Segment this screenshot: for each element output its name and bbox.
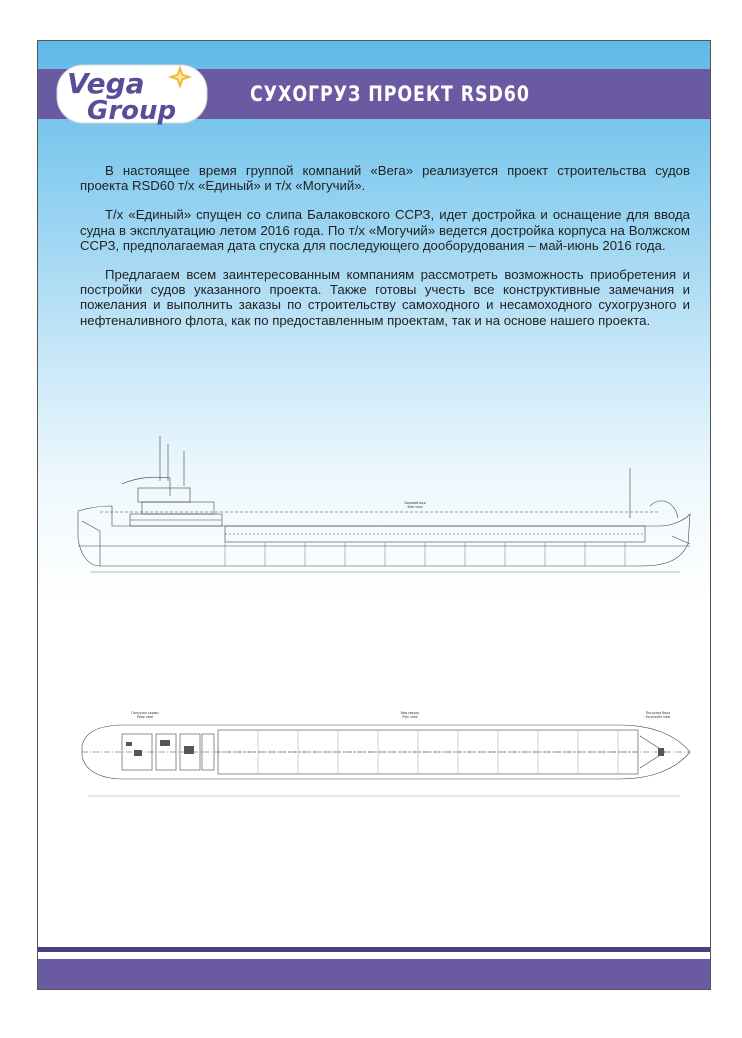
paragraph-3: Предлагаем всем заинтересованным компаниям рассмотреть возможность приобретения и постройки судов указанного проекта. Также готовы учесть все конструктивные замечания и пожелания и выполнить заказы по строительству самоходного и несамоходного сухогрузного и нефтеналивного флота, как по предоставленным проектам, так и на основе нашего проекта. xyxy=(80,267,690,328)
intro-text xyxy=(80,163,690,342)
aft-label: Погрузка кормы xyxy=(131,711,159,715)
page-title: СУХОГРУЗ ПРОЕКТ RSD60 xyxy=(250,82,530,106)
aft-label-en: Poop view xyxy=(136,715,154,719)
ship-side-view-drawing xyxy=(60,426,692,576)
footer-line xyxy=(38,947,710,952)
plan-view-label-en: Plan view xyxy=(402,715,418,719)
fwd-label: Погрузка бака xyxy=(645,711,671,715)
logo-text-bottom: Group xyxy=(87,96,177,126)
side-view-label: Боковой вид xyxy=(404,501,426,505)
ship-plan-view-drawing xyxy=(60,706,692,806)
fwd-label-en: Forecastle view xyxy=(645,715,671,719)
paragraph-1: В настоящее время группой компаний «Вега» реализуется проект строительства судов проекта RSD60 т/х «Единый» и т/х «Могучий». xyxy=(80,163,690,194)
plan-view-label: Вид сверху xyxy=(400,711,420,715)
footer-band xyxy=(38,959,710,990)
side-view-label-en: Side view xyxy=(407,505,423,509)
logo-text-top: Vega xyxy=(67,67,145,100)
paragraph-2: Т/х «Единый» спущен со слипа Балаковского ССРЗ, идет достройка и оснащение для ввода судна в эксплуатацию летом 2016 года. По т/х «Могучий» ведется достройка корпуса на Волжском ССРЗ, предполагаемая дата спуска для последующего дооборудования – май-июнь 2016 года. xyxy=(80,207,690,253)
vega-group-logo xyxy=(53,59,223,129)
page-frame xyxy=(37,40,711,990)
